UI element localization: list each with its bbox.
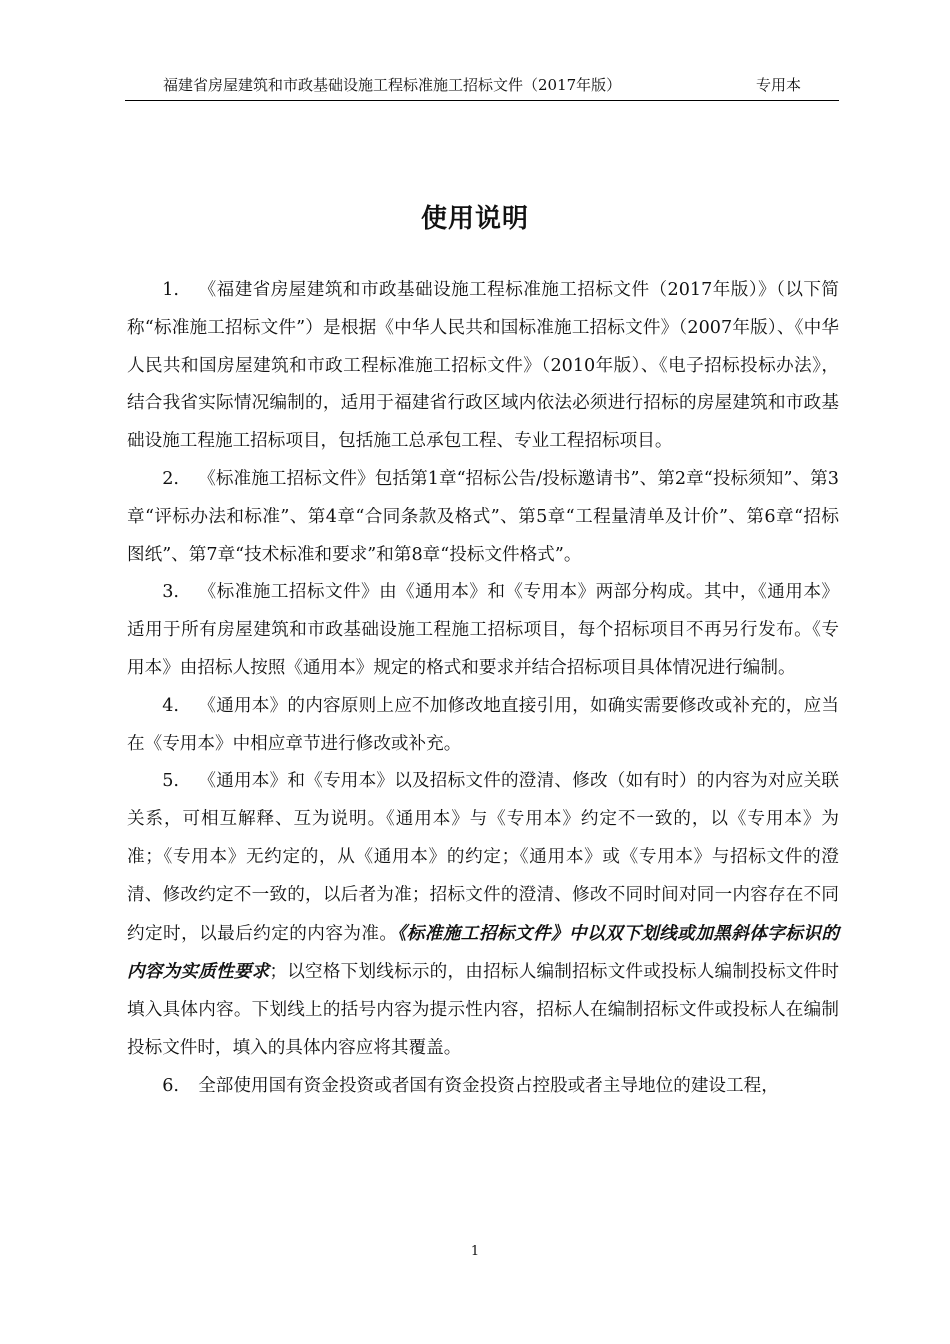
paragraph-text: 《标准施工招标文件》包括第1章“招标公告/投标邀请书”、第2章“投标须知”、第3章“评标办法和标准”、第4章“合同条款及格式”、第5章“工程量清单及计价”、第6章“招标图纸”、第7章“技术标准和要求”和第8章“投标文件格式”。 (127, 468, 839, 565)
page-header (125, 74, 839, 101)
paragraph-text: 全部使用国有资金投资或者国有资金投资占控股或者主导地位的建设工程， (198, 1075, 779, 1096)
paragraph-text: 《通用本》和《专用本》以及招标文件的澄清、修改（如有时）的内容为对应关联关系，可相互解释、互为说明。《通用本》与《专用本》约定不一致的，以《专用本》为准；《专用本》无约定的，从《通用本》的约定；《通用本》或《专用本》与招标文件的澄清、修改约定不一致的，以后者为准；招标文件的澄清、修改不同时间对同一内容存在不同约定时，以最后约定的内容为准。 (127, 771, 839, 944)
paragraph-3 (127, 574, 839, 687)
paragraph-text-continued: ；以空格下划线标示的，由招标人编制招标文件或投标人编制投标文件时填入具体内容。下划线上的括号内容为提示性内容，招标人在编制招标文件或投标人在编制投标文件时，填入的具体内容应将其覆盖。 (127, 962, 839, 1058)
paragraph-4 (127, 688, 839, 764)
paragraph-1 (127, 272, 839, 461)
paragraph-2 (127, 461, 839, 574)
paragraph-number: 6. (162, 1075, 179, 1096)
document-body (127, 272, 839, 1106)
paragraph-6 (127, 1068, 839, 1106)
paragraph-text: 《通用本》的内容原则上应不加修改地直接引用，如确实需要修改或补充的，应当在《专用本》中相应章节进行修改或补充。 (127, 695, 839, 754)
paragraph-text: 《标准施工招标文件》由《通用本》和《专用本》两部分构成。其中，《通用本》适用于所有房屋建筑和市政基础设施工程施工招标项目，每个招标项目不再另行发布。《专用本》由招标人按照《通用本》规定的格式和要求并结合招标项目具体情况进行编制。 (127, 582, 839, 678)
paragraph-5 (127, 763, 839, 1067)
paragraph-number: 2. (162, 468, 179, 489)
substantive-requirement-text: 《标准施工招标文件》中以双下划线或加黑斜体字标识的内容为实质性要求 (127, 922, 839, 983)
paragraph-number: 5. (162, 771, 179, 792)
paragraph-number: 1. (162, 280, 179, 300)
paragraph-text: 《福建省房屋建筑和市政基础设施工程标准施工招标文件（2017年版）》（以下简称“标准施工招标文件”）是根据《中华人民共和国标准施工招标文件》（2007年版）、《中华人民共和国房屋建筑和市政工程标准施工招标文件》（2010年版）、《电子招标投标办法》，结合我省实际情况编制的，适用于福建省行政区域内依法必须进行招标的房屋建筑和市政基础设施工程施工招标项目，包括施工总承包工程、专业工程招标项目。 (127, 280, 839, 452)
header-edition-tag: 专用本 (755, 76, 801, 94)
header-doc-title: 福建省房屋建筑和市政基础设施工程标准施工招标文件（2017年版） (163, 76, 622, 94)
page-title: 使用说明 (420, 204, 529, 234)
page-number: 1 (470, 1244, 480, 1259)
paragraph-number: 3. (162, 582, 179, 603)
paragraph-number: 4. (162, 695, 179, 716)
